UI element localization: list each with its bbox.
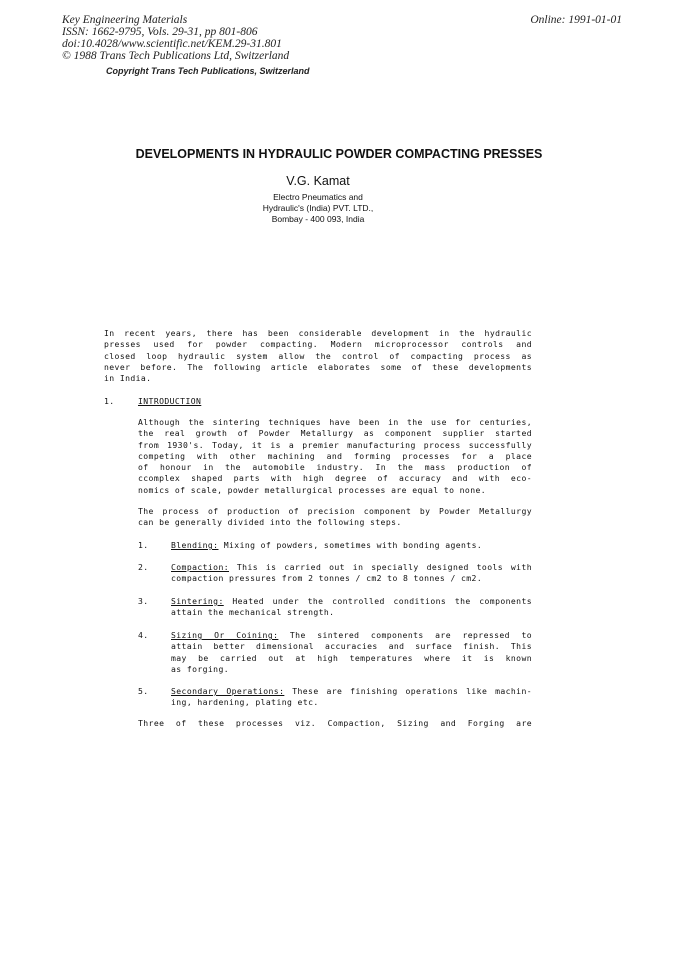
step-compaction <box>171 562 532 585</box>
affiliation-line: Hydraulic's (India) PVT. LTD., <box>262 203 374 213</box>
paragraph-line: the real growth of Powder Metallurgy as component supplier started <box>138 428 532 439</box>
step-text: may be carried out at high temperatures where it is known <box>171 652 532 663</box>
step-text: Mixing of powders, sometimes with bonding agents. <box>223 540 483 550</box>
process-paragraph <box>138 506 532 529</box>
section-heading: INTRODUCTION <box>138 396 202 406</box>
abstract-line: closed loop hydraulic system allow the control of compacting process as <box>104 350 532 361</box>
abstract-line: In recent years, there has been considerable development in the hydraulic <box>104 328 532 338</box>
doi-line: doi:10.4028/www.scientific.net/KEM.29-31.801 <box>62 38 282 50</box>
publisher-line: © 1988 Trans Tech Publications Ltd, Switzerland <box>62 50 290 62</box>
step-text: Heated under the controlled conditions the components <box>232 596 532 606</box>
abstract-line: never before. The following article elaborates some of these developments <box>104 361 532 372</box>
affiliation-line: Bombay - 400 093, India <box>271 214 365 224</box>
step-number: 5. <box>138 686 149 696</box>
abstract-line: presses used for powder compacting. Modern microprocessor controls and <box>104 339 532 350</box>
paragraph-line: Although the sintering techniques have been in the use for centuries, <box>138 417 532 427</box>
step-term: Secondary Operations: <box>171 686 285 696</box>
paragraph-line: of honour in the automobile industry. In the mass production of <box>138 462 532 473</box>
paragraph-line: nomics of scale, powder metallurgical processes are equal to none. <box>138 484 487 495</box>
intro-paragraph <box>138 417 532 496</box>
paragraph-line: The process of production of precision component by Powder Metallurgy <box>138 506 532 516</box>
step-term: Sintering: <box>171 596 224 606</box>
paragraph-line: ccomplex shaped parts with high degree of accuracy and with eco- <box>138 473 532 484</box>
step-text: attain the mechanical strength. <box>171 607 335 618</box>
step-secondary <box>171 686 532 709</box>
paragraph-line: competing with other machining and forming processes for a place <box>138 450 532 461</box>
paragraph-line: from 1930's. Today, it is a premier manufacturing process successfully <box>138 439 532 450</box>
paragraph-line: Three of these processes viz. Compaction, Sizing and Forging are <box>138 718 532 728</box>
step-term: Sizing Or Coining: <box>171 630 279 640</box>
affiliation-line: Electro Pneumatics and <box>273 192 363 202</box>
step-text: This is carried out in specially designed tools with <box>236 562 532 572</box>
abstract <box>104 328 532 384</box>
step-text: compaction pressures from 2 tonnes / cm2 to 8 tonnes / cm2. <box>171 573 483 584</box>
step-number: 4. <box>138 630 149 640</box>
step-text: ing, hardening, plating etc. <box>171 697 319 708</box>
step-text: as forging. <box>171 663 230 674</box>
abstract-line: in India. <box>104 373 152 384</box>
copyright-notice: Copyright Trans Tech Publications, Switzerland <box>106 66 310 76</box>
section-number: 1. <box>104 396 115 406</box>
closing-paragraph <box>138 718 532 729</box>
online-date: Online: 1991-01-01 <box>530 14 622 26</box>
paper-title: DEVELOPMENTS IN HYDRAULIC POWDER COMPACTING PRESSES <box>135 147 543 161</box>
paragraph-line: can be generally divided into the following steps. <box>138 517 402 528</box>
step-text: The sintered components are repressed to <box>289 630 532 640</box>
author-name: V.G. Kamat <box>286 174 350 188</box>
step-sintering <box>171 596 532 619</box>
step-blending <box>171 540 532 551</box>
issn-line: ISSN: 1662-9795, Vols. 29-31, pp 801-806 <box>62 26 258 38</box>
step-term: Compaction: <box>171 562 230 572</box>
step-term: Blending: <box>171 540 219 550</box>
step-sizing <box>171 630 532 675</box>
step-number: 2. <box>138 562 149 572</box>
step-number: 1. <box>138 540 149 550</box>
step-number: 3. <box>138 596 149 606</box>
step-text: These are finishing operations like machin- <box>292 686 533 696</box>
journal-name: Key Engineering Materials <box>62 14 188 26</box>
step-text: attain better dimensional accuracies and surface finish. This <box>171 641 532 652</box>
